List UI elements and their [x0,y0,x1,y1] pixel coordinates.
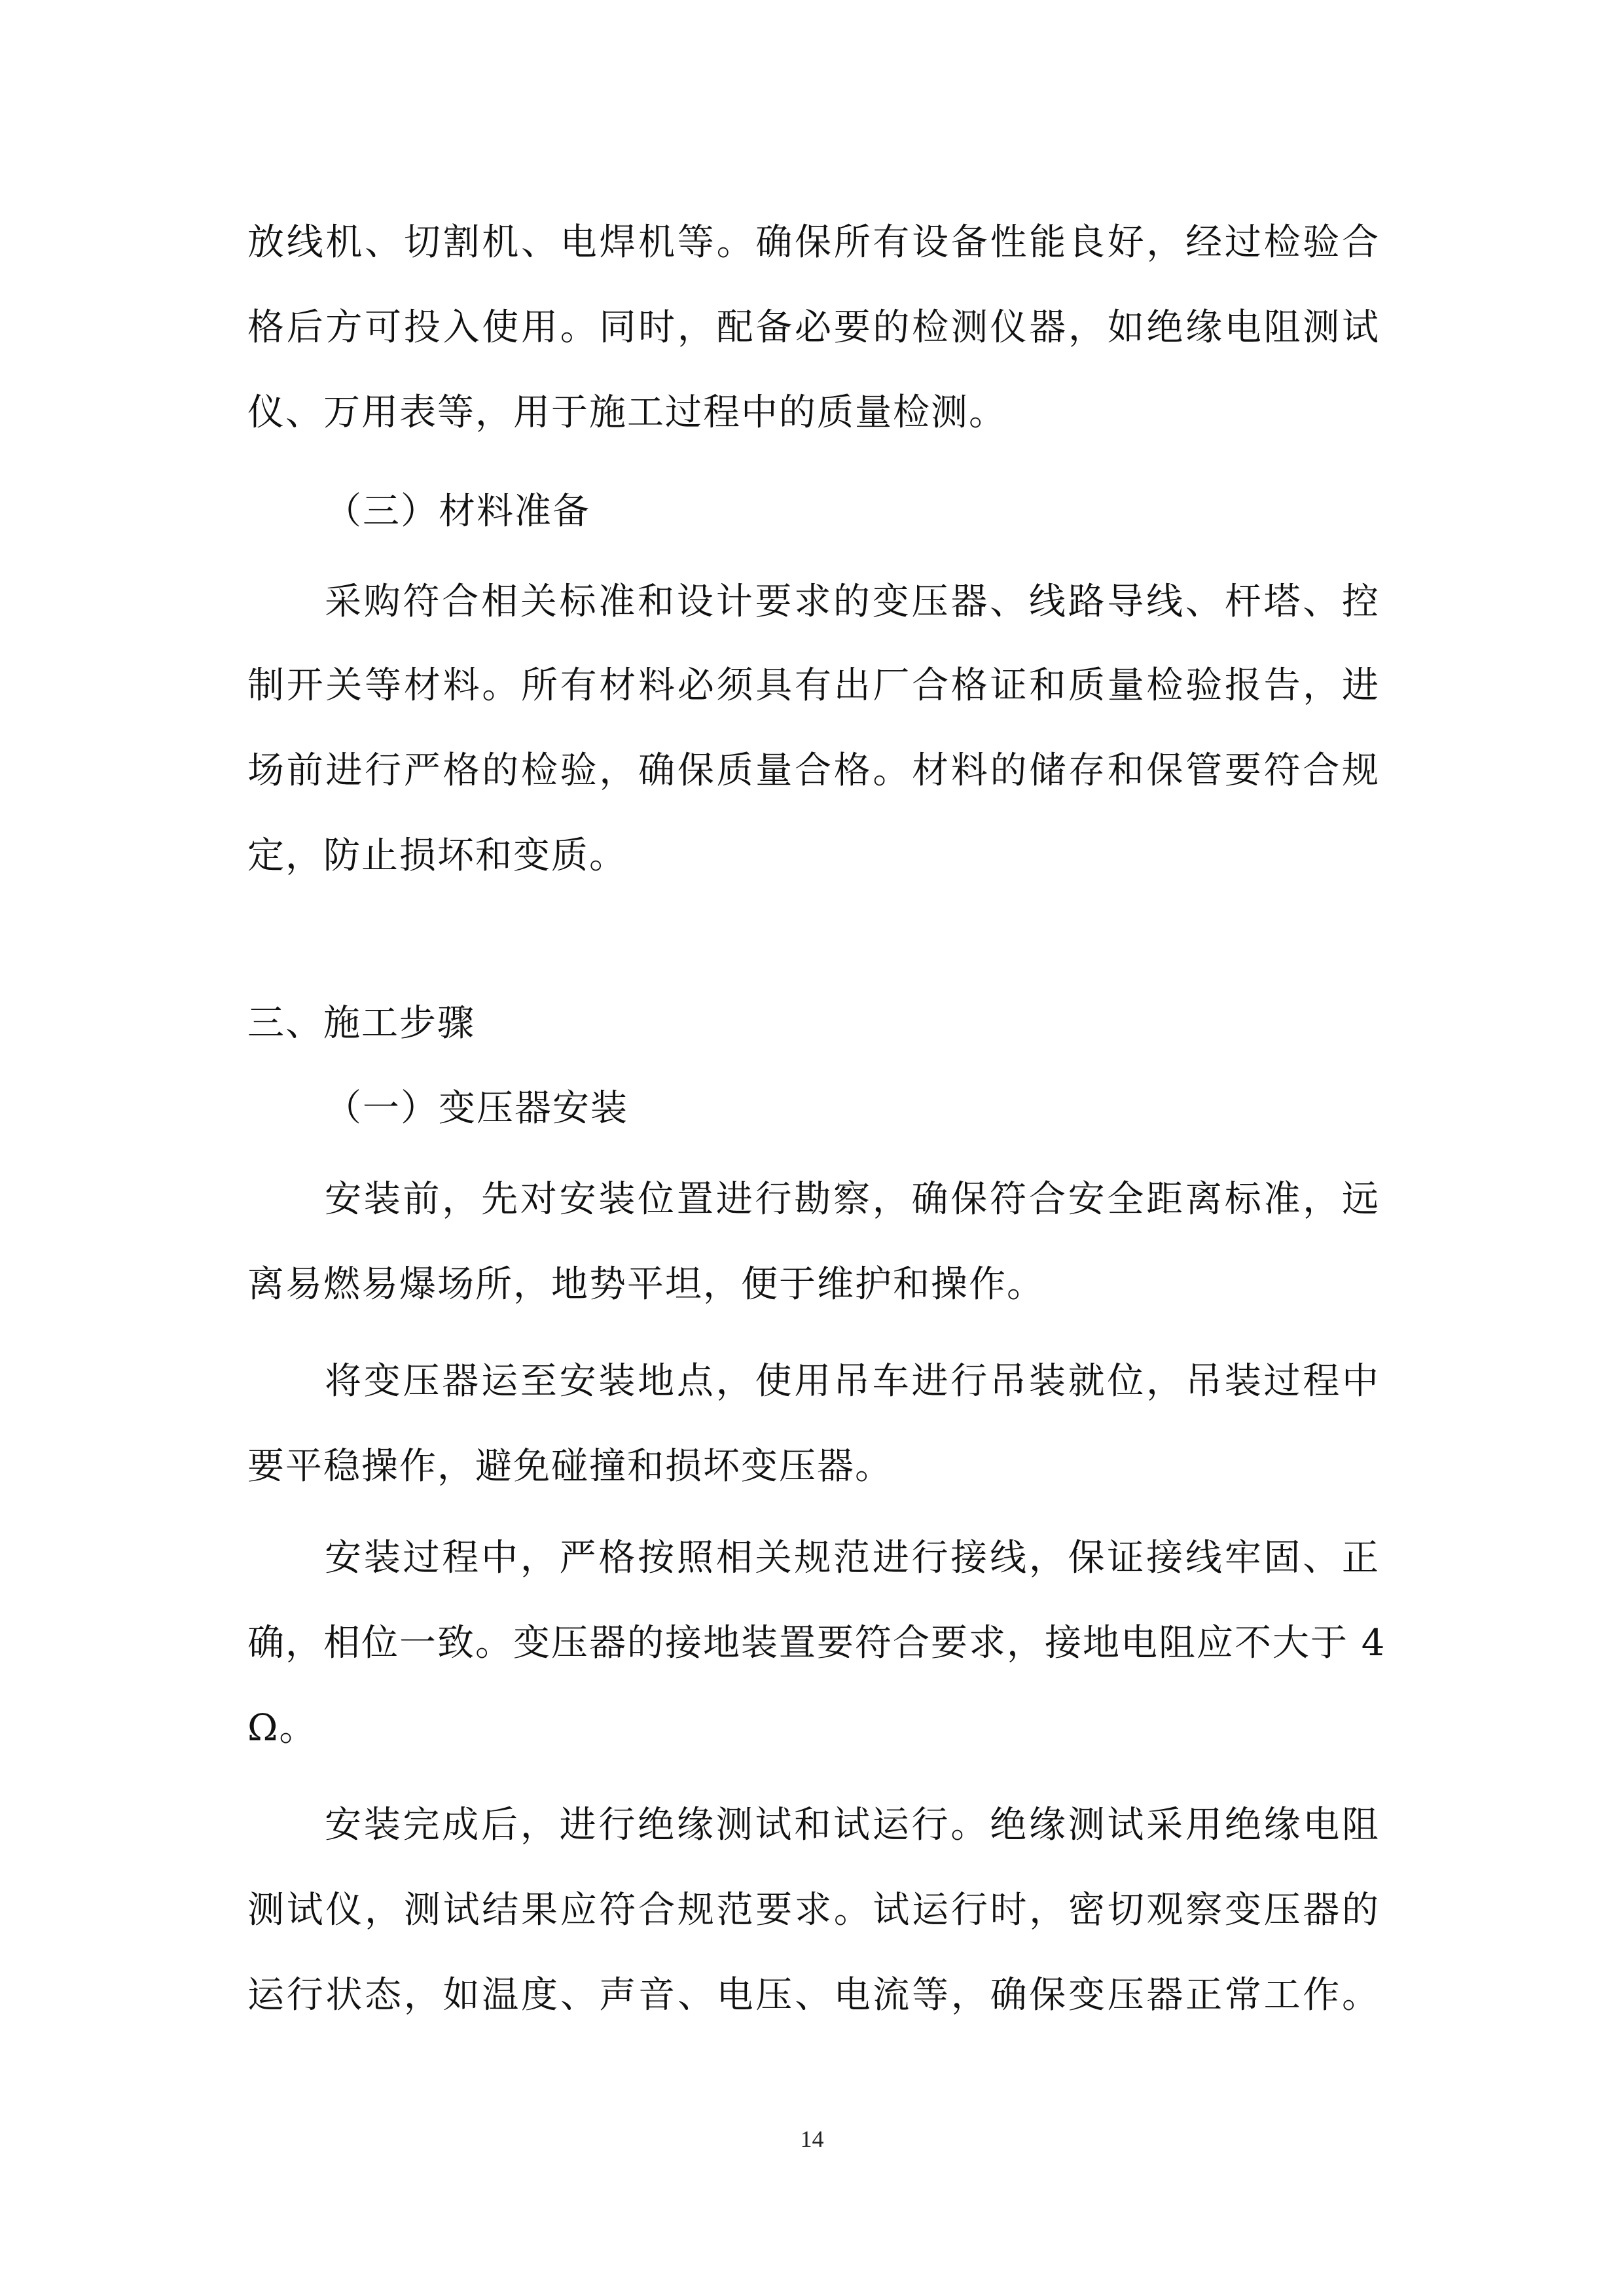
paragraph-line: Ω。 [247,1707,317,1749]
paragraph-line: 测试仪，测试结果应符合规范要求。试运行时，密切观察变压器的 [247,1889,1380,1931]
paragraph-line: 制开关等材料。所有材料必须具有出厂合格证和质量检验报告，进 [247,664,1380,707]
paragraph-line: 安装前，先对安装位置进行勘察，确保符合安全距离标准，远 [325,1178,1380,1221]
paragraph-line: 定，防止损坏和变质。 [247,834,627,877]
paragraph-line: 采购符合相关标准和设计要求的变压器、线路导线、杆塔、控 [325,581,1380,623]
page-number: 14 [800,2126,824,2152]
chapter-heading-construction-steps: 三、施工步骤 [247,1002,475,1045]
paragraph-line: 运行状态，如温度、声音、电压、电流等，确保变压器正常工作。 [247,1974,1380,2017]
paragraph-line: 将变压器运至安装地点，使用吊车进行吊装就位，吊装过程中 [325,1360,1380,1403]
paragraph-line: 格后方可投入使用。同时，配备必要的检测仪器，如绝缘电阻测试 [247,306,1380,349]
paragraph-line: 离易燃易爆场所，地势平坦，便于维护和操作。 [247,1263,1045,1306]
paragraph-line: 要平稳操作，避免碰撞和损坏变压器。 [247,1445,893,1488]
paragraph-line: 场前进行严格的检验，确保质量合格。材料的储存和保管要符合规 [247,749,1380,792]
section-heading-transformer-installation: （一）变压器安装 [325,1087,628,1130]
section-heading-materials: （三）材料准备 [325,490,590,533]
paragraph-line: 安装完成后，进行绝缘测试和试运行。绝缘测试采用绝缘电阻 [325,1804,1380,1846]
paragraph-line: 放线机、切割机、电焊机等。确保所有设备性能良好，经过检验合 [247,221,1380,264]
paragraph-line: 安装过程中，严格按照相关规范进行接线，保证接线牢固、正 [325,1537,1380,1579]
paragraph-line: 仪、万用表等，用于施工过程中的质量检测。 [247,391,1007,434]
paragraph-line: 确，相位一致。变压器的接地装置要符合要求，接地电阻应不大于 4 [247,1622,1386,1664]
